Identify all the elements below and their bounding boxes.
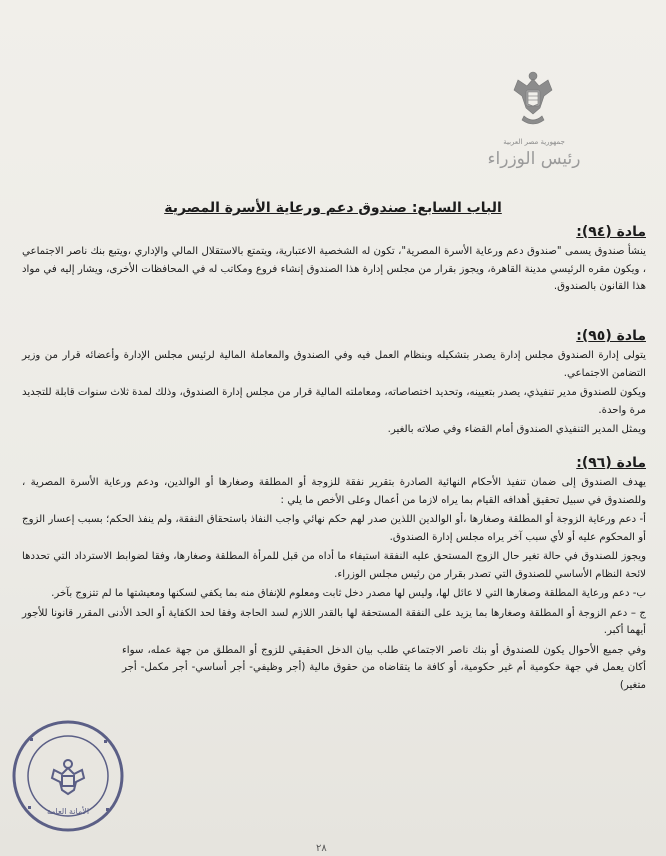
article-paragraph: أ- دعم ورعاية الزوجة أو المطلقة وصغارها ،أو الوالدين اللذين صدر لهم حكم نهائي واجب النفاذ باستحقاق النفقة، ولم ينفذ الحكم؛ بسبب إعسار الزوج أو المحكوم عليه أو لأي سبب آخر يراه مجلس إدارة الصندوق.	[22, 514, 646, 543]
article-paragraph: يهدف الصندوق إلى ضمان تنفيذ الأحكام النهائية الصادرة بتقرير نفقة للزوجة أو المطلقة وصغارها أو الوالدين، ودعم ورعاية الأسرة المصرية ، وللصندوق في سبيل تحقيق أهدافه القيام بما يراه لازما من أعمال وعلى الأخص ما يلي :	[22, 477, 646, 506]
article-heading: مادة (٩٦):	[576, 455, 646, 471]
stamp-label: الأمانة العامة	[46, 807, 90, 816]
article-96	[22, 455, 646, 694]
article-paragraph: ويمثل المدير التنفيذي الصندوق أمام القضاء وفي صلاته بالغير.	[387, 424, 646, 435]
article-heading: مادة (٩٤):	[576, 224, 646, 240]
official-stamp-icon	[10, 718, 126, 834]
chapter-title: الباب السابع: صندوق دعم ورعاية الأسرة المصرية	[164, 200, 502, 216]
letterhead	[486, 138, 582, 169]
egypt-eagle-emblem-icon	[510, 68, 556, 130]
article-heading: مادة (٩٥):	[576, 328, 646, 344]
article-paragraph: ب- دعم ورعاية المطلقة وصغارها التي لا عائل لها، وليس لها مصدر دخل ثابت ومعلوم للإنفاق منه بما يكفي لسكنها ومعيشتها ما لم تتزوج بآخر.	[51, 588, 646, 599]
article-95	[22, 328, 646, 439]
article-paragraph: ينشأ صندوق يسمى "صندوق دعم ورعاية الأسرة المصرية"، تكون له الشخصية الاعتبارية، ويتمتع بالاستقلال المالي والإداري ،ويتبع بنك ناصر الاجتماعي ، ويكون مقره الرئيسي مدينة القاهرة، ويجوز بقرار من مجلس إدارة هذا الصندوق إنشاء فروع ومكاتب له في المحافظات الأخرى، ويشار إليه في مواد هذا القانون بالصندوق.	[22, 246, 646, 292]
country-label: جمهورية مصر العربية	[503, 138, 565, 146]
article-paragraph: ويكون للصندوق مدير تنفيذي، يصدر بتعيينه، وتحديد اختصاصاته، ومعاملته المالية قرار من مجلس إدارة الصندوق، وذلك لمدة ثلاث سنوات قابلة للتجديد مرة واحدة.	[22, 387, 646, 416]
article-94	[22, 224, 646, 296]
article-paragraph: ج – دعم الزوجة أو المطلقة وصغارها بما يزيد على النفقة المستحقة لها بالقدر اللازم لسد الحاجة وفقا لحد الكفاية أو الحد الأدنى المقرر قانونا للأجور أيهما أكبر.	[22, 607, 646, 636]
article-paragraph: يتولى إدارة الصندوق مجلس إدارة يصدر بتشكيله وبنظام العمل فيه وفي الصندوق والمعاملة المالية لرئيس مجلس الإدارة وأعضائه قرار من وزير التضامن الاجتماعي.	[22, 350, 646, 379]
page-number: ٢٨	[316, 843, 327, 854]
article-paragraph: ويجوز للصندوق في حالة تغير حال الزوج المستحق عليه النفقة استيفاء ما أداه من قبل للمرأة المطلقة وصغارها، وفقا لضوابط الاسترداد التي تحددها لائحة النظام الأساسي للصندوق التي تصدر بقرار من رئيس مجلس الوزراء.	[22, 551, 646, 580]
article-paragraph: وفي جميع الأحوال يكون للصندوق أو بنك ناصر الاجتماعي طلب بيان الدخل الحقيقي للزوج أو المطلق من جهة عمله، سواء أكان يعمل في جهة حكومية أم غير حكومية، أو كافة ما يتقاضاه من حقوق مالية (أجر وظيفي- أجر أساسي- أجر مكمل- أجر متغير)	[122, 644, 646, 691]
office-label: رئيس الوزراء	[487, 149, 581, 169]
